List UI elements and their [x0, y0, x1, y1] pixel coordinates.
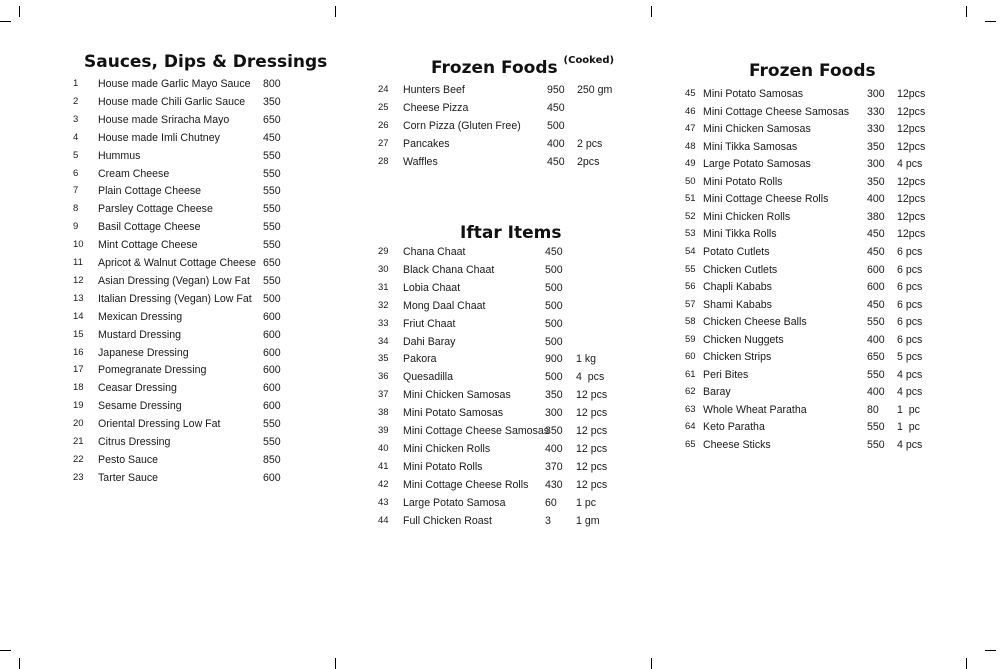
item-quantity: 12pcs — [897, 123, 926, 136]
item-number: 25 — [378, 101, 389, 113]
item-number: 62 — [685, 386, 696, 398]
item-name: Chana Chaat — [403, 246, 466, 258]
item-number: 11 — [73, 257, 83, 268]
frozen-cooked-title-suffix: (Cooked) — [563, 55, 615, 66]
item-name: Corn Pizza (Gluten Free) — [403, 119, 521, 132]
item-name: Potato Cutlets — [703, 245, 770, 258]
item-name: Shami Kababs — [703, 298, 772, 311]
item-price: 60 — [545, 496, 557, 509]
item-price: 550 — [263, 167, 281, 180]
item-price: 370 — [545, 460, 563, 473]
item-price: 850 — [263, 453, 281, 466]
section-title-frozen-cooked — [431, 55, 615, 78]
crop-mark — [0, 21, 11, 22]
item-name: Friut Chaat — [403, 317, 456, 330]
item-name: Mini Cottage Cheese Samosas — [703, 105, 850, 118]
crop-mark — [19, 6, 20, 17]
item-number: 29 — [378, 246, 389, 257]
item-quantity: 12pcs — [897, 140, 926, 153]
item-quantity: 12pcs — [897, 175, 926, 188]
item-name: Mini Chicken Rolls — [403, 442, 491, 455]
item-quantity: 12 pcs — [576, 389, 608, 402]
item-quantity: 6 pcs — [897, 316, 923, 329]
item-price: 550 — [263, 274, 281, 287]
item-number: 2 — [73, 95, 79, 107]
item-number: 59 — [685, 333, 696, 345]
item-number: 15 — [73, 328, 84, 340]
item-number: 13 — [73, 292, 84, 304]
item-number: 26 — [378, 119, 389, 131]
item-quantity: 4 pcs — [897, 158, 923, 171]
item-quantity: 1 kg — [576, 353, 597, 366]
item-quantity: 12 pcs — [576, 442, 608, 455]
item-name: Chicken Cheese Balls — [703, 316, 807, 329]
item-name: Dahi Baray — [403, 335, 456, 348]
item-name: Mini Chicken Samosas — [703, 123, 811, 136]
item-quantity: 12 pcs — [576, 425, 608, 437]
item-price: 550 — [263, 221, 281, 234]
item-number: 38 — [378, 407, 389, 419]
item-price: 500 — [545, 371, 563, 384]
item-number: 7 — [73, 185, 79, 197]
item-number: 32 — [378, 299, 389, 311]
item-number: 19 — [73, 400, 84, 412]
item-number: 22 — [73, 453, 84, 465]
item-price: 550 — [867, 316, 885, 329]
item-price: 400 — [867, 386, 885, 399]
item-number: 61 — [685, 368, 696, 380]
item-name: Black Chana Chaat — [403, 263, 495, 276]
item-name: Large Potato Samosas — [703, 158, 811, 171]
item-price: 450 — [867, 228, 885, 241]
item-price: 600 — [263, 328, 281, 341]
item-name: Waffles — [403, 155, 438, 168]
item-name: Hummus — [98, 149, 141, 162]
item-number: 8 — [73, 203, 79, 215]
item-number: 40 — [378, 442, 389, 454]
item-number: 6 — [73, 167, 79, 179]
item-number: 54 — [685, 245, 696, 257]
crop-mark — [985, 21, 996, 22]
item-price: 600 — [867, 281, 885, 294]
item-name: Mini Cottage Cheese Rolls — [703, 193, 829, 206]
item-number: 48 — [685, 140, 696, 152]
item-quantity: 2 pcs — [577, 137, 603, 150]
item-price: 550 — [263, 149, 281, 162]
item-name: Japanese Dressing — [98, 346, 189, 359]
item-number: 24 — [378, 84, 389, 95]
item-number: 49 — [685, 158, 696, 170]
item-quantity: 4 pcs — [897, 386, 923, 399]
item-number: 50 — [685, 175, 696, 187]
item-quantity: 2pcs — [577, 155, 600, 168]
item-quantity: 12pcs — [897, 228, 926, 241]
item-quantity: 6 pcs — [897, 333, 923, 346]
item-name: House made Sriracha Mayo — [98, 113, 230, 126]
item-quantity: 250 gm — [577, 84, 613, 96]
item-price: 600 — [263, 382, 281, 395]
item-price: 600 — [263, 471, 281, 484]
item-price: 500 — [545, 281, 563, 294]
item-number: 43 — [378, 496, 389, 508]
item-name: Hunters Beef — [403, 84, 465, 96]
item-number: 23 — [73, 471, 84, 483]
item-price: 380 — [867, 210, 885, 223]
item-name: Mini Potato Rolls — [703, 175, 783, 188]
item-name: House made Chili Garlic Sauce — [98, 95, 246, 108]
item-price: 80 — [867, 403, 879, 416]
item-price: 550 — [263, 436, 281, 448]
item-name: Cream Cheese — [98, 167, 170, 180]
crop-mark — [966, 6, 967, 17]
item-price: 650 — [263, 113, 281, 126]
item-number: 30 — [378, 263, 389, 275]
item-name: Chicken Strips — [703, 351, 772, 364]
item-name: Quesadilla — [403, 371, 454, 384]
item-number: 36 — [378, 371, 389, 383]
item-number: 16 — [73, 346, 84, 358]
item-name: Mini Chicken Rolls — [703, 210, 791, 223]
item-price: 550 — [263, 239, 281, 252]
item-number: 65 — [685, 439, 696, 450]
item-name: Mini Chicken Samosas — [403, 389, 511, 402]
item-number: 28 — [378, 155, 389, 167]
item-name: Peri Bites — [703, 368, 749, 381]
item-name: Pomegranate Dressing — [98, 364, 207, 377]
item-number: 39 — [378, 425, 389, 436]
frozen-cooked-title-text: Frozen Foods — [431, 58, 558, 78]
item-price: 400 — [547, 137, 565, 150]
item-name: Mini Tikka Samosas — [703, 140, 798, 153]
item-quantity: 1 pc — [576, 496, 597, 509]
item-quantity: 4 pcs — [576, 371, 605, 384]
item-price: 350 — [867, 140, 885, 153]
item-price: 550 — [867, 421, 885, 434]
item-number: 14 — [73, 310, 84, 322]
item-number: 3 — [73, 113, 79, 125]
item-number: 31 — [378, 281, 389, 293]
item-price: 300 — [867, 88, 885, 100]
item-name: Parsley Cottage Cheese — [98, 203, 213, 216]
item-quantity: 4 pcs — [897, 439, 923, 451]
item-price: 450 — [263, 131, 281, 144]
item-price: 450 — [867, 245, 885, 258]
item-quantity: 12pcs — [897, 210, 926, 223]
item-name: Pancakes — [403, 137, 450, 150]
item-quantity: 6 pcs — [897, 263, 923, 276]
item-name: Oriental Dressing Low Fat — [98, 418, 221, 431]
item-quantity: 4 pcs — [897, 368, 923, 381]
item-number: 33 — [378, 317, 389, 329]
item-price: 400 — [867, 333, 885, 346]
item-number: 51 — [685, 193, 696, 205]
item-number: 42 — [378, 478, 389, 490]
crop-mark — [651, 658, 652, 669]
item-number: 63 — [685, 403, 696, 415]
item-price: 300 — [545, 407, 563, 420]
item-price: 330 — [867, 105, 885, 118]
item-quantity: 5 pcs — [897, 351, 923, 364]
item-quantity: 12 pcs — [576, 478, 608, 491]
item-name: Chapli Kababs — [703, 281, 772, 294]
item-price: 550 — [867, 439, 885, 451]
item-name: Mini Potato Rolls — [403, 460, 483, 473]
item-name: Pesto Sauce — [98, 453, 159, 466]
item-name: Mini Potato Samosas — [703, 88, 804, 100]
item-price: 330 — [867, 123, 885, 136]
item-quantity: 12pcs — [897, 105, 926, 118]
item-price: 300 — [867, 158, 885, 171]
item-name: Mong Daal Chaat — [403, 299, 486, 312]
item-number: 9 — [73, 221, 79, 233]
item-name: Apricot & Walnut Cottage Cheese — [98, 257, 257, 269]
item-quantity: 6 pcs — [897, 298, 923, 311]
item-name: Lobia Chaat — [403, 281, 461, 294]
item-number: 12 — [73, 274, 84, 286]
item-name: Mini Cottage Cheese Rolls — [403, 478, 529, 491]
item-number: 37 — [378, 389, 389, 401]
item-price: 350 — [545, 425, 563, 437]
item-name: House made Garlic Mayo Sauce — [98, 78, 251, 90]
item-name: Whole Wheat Paratha — [703, 403, 807, 416]
item-price: 800 — [263, 78, 281, 90]
item-number: 64 — [685, 421, 696, 433]
item-number: 20 — [73, 418, 84, 430]
item-price: 350 — [545, 389, 563, 402]
item-number: 4 — [73, 131, 79, 143]
item-quantity: 12 pcs — [576, 407, 608, 420]
item-number: 44 — [378, 514, 389, 526]
item-price: 400 — [545, 442, 563, 455]
item-name: Basil Cottage Cheese — [98, 221, 201, 234]
item-number: 46 — [685, 105, 696, 117]
item-price: 350 — [867, 175, 885, 188]
item-name: Large Potato Samosa — [403, 496, 506, 509]
item-name: Baray — [703, 386, 731, 399]
item-price: 600 — [263, 346, 281, 359]
item-number: 5 — [73, 149, 79, 161]
item-number: 10 — [73, 239, 84, 251]
item-number: 45 — [685, 88, 696, 99]
crop-mark — [966, 658, 967, 669]
crop-mark — [335, 658, 336, 669]
item-name: Mustard Dressing — [98, 328, 182, 341]
item-quantity: 1 gm — [576, 514, 600, 527]
item-price: 650 — [263, 257, 281, 269]
item-number: 52 — [685, 210, 696, 222]
crop-mark — [0, 650, 11, 651]
item-price: 650 — [867, 351, 885, 364]
section-title-frozen: Frozen Foods — [749, 61, 876, 81]
item-quantity: 1 pc — [897, 403, 920, 416]
item-price: 600 — [263, 364, 281, 377]
item-price: 500 — [547, 119, 565, 132]
item-price: 450 — [547, 101, 565, 114]
item-price: 3 — [545, 514, 551, 527]
crop-mark — [985, 650, 996, 651]
item-number: 21 — [73, 436, 84, 447]
item-price: 550 — [263, 418, 281, 431]
item-name: Mini Potato Samosas — [403, 407, 504, 420]
item-price: 500 — [545, 299, 563, 312]
item-name: Ceasar Dressing — [98, 382, 177, 395]
item-name: Mini Tikka Rolls — [703, 228, 777, 241]
item-quantity: 12 pcs — [576, 460, 608, 473]
item-name: Cheese Sticks — [703, 439, 771, 451]
item-price: 550 — [263, 185, 281, 198]
item-price: 500 — [545, 317, 563, 330]
item-name: Mint Cottage Cheese — [98, 239, 198, 252]
item-name: Mexican Dressing — [98, 310, 183, 323]
item-price: 450 — [547, 155, 565, 168]
item-name: Keto Paratha — [703, 421, 765, 434]
item-quantity: 12pcs — [897, 193, 926, 206]
item-name: Full Chicken Roast — [403, 514, 492, 527]
item-price: 430 — [545, 478, 563, 491]
item-quantity: 6 pcs — [897, 245, 923, 258]
item-price: 500 — [263, 292, 281, 305]
item-price: 600 — [263, 310, 281, 323]
section-title-iftar: Iftar Items — [460, 223, 562, 243]
item-name: House made Imli Chutney — [98, 131, 220, 144]
item-name: Citrus Dressing — [98, 436, 171, 448]
item-number: 27 — [378, 137, 389, 149]
item-number: 53 — [685, 228, 696, 240]
item-number: 55 — [685, 263, 696, 275]
item-name: Sesame Dressing — [98, 400, 182, 413]
item-number: 17 — [73, 364, 84, 376]
item-name: Asian Dressing (Vegan) Low Fat — [98, 274, 250, 287]
item-name: Tarter Sauce — [98, 471, 159, 484]
item-price: 400 — [867, 193, 885, 206]
item-price: 550 — [867, 368, 885, 381]
item-price: 900 — [545, 353, 563, 366]
item-number: 60 — [685, 351, 696, 363]
item-number: 58 — [685, 316, 696, 328]
item-price: 450 — [545, 246, 563, 258]
item-number: 34 — [378, 335, 389, 347]
item-name: Mini Cottage Cheese Samosas — [403, 425, 550, 437]
item-price: 950 — [547, 84, 565, 96]
item-quantity: 6 pcs — [897, 281, 923, 294]
item-number: 1 — [73, 78, 79, 89]
item-name: Plain Cottage Cheese — [98, 185, 202, 198]
crop-mark — [335, 6, 336, 17]
item-price: 550 — [263, 203, 281, 216]
item-number: 41 — [378, 460, 389, 472]
item-number: 47 — [685, 123, 696, 135]
item-number: 56 — [685, 281, 696, 293]
item-price: 600 — [263, 400, 281, 413]
item-name: Italian Dressing (Vegan) Low Fat — [98, 292, 252, 305]
crop-mark — [651, 6, 652, 17]
item-number: 18 — [73, 382, 84, 394]
section-title-sauces: Sauces, Dips & Dressings — [84, 52, 328, 72]
item-price: 600 — [867, 263, 885, 276]
crop-mark — [19, 658, 20, 669]
item-name: Cheese Pizza — [403, 101, 469, 114]
item-name: Chicken Nuggets — [703, 333, 784, 346]
item-name: Chicken Cutlets — [703, 263, 778, 276]
item-name: Pakora — [403, 353, 437, 366]
item-price: 450 — [867, 298, 885, 311]
item-price: 500 — [545, 263, 563, 276]
item-price: 350 — [263, 95, 281, 108]
item-number: 35 — [378, 353, 389, 365]
item-quantity: 12pcs — [897, 88, 926, 100]
item-price: 500 — [545, 335, 563, 348]
item-number: 57 — [685, 298, 696, 310]
item-quantity: 1 pc — [897, 421, 920, 434]
